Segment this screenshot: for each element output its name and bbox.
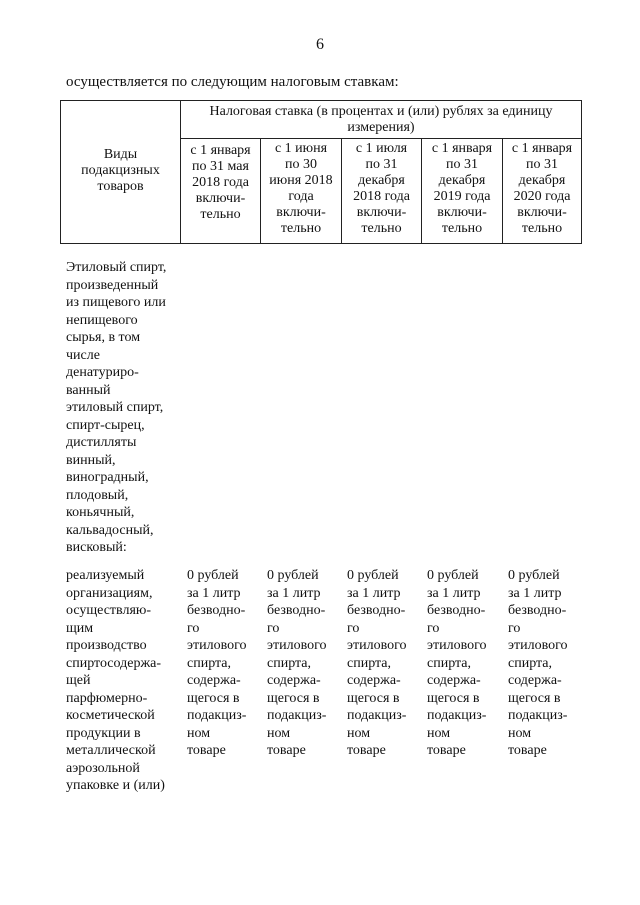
row-2-value-1: 0 рублей за 1 литр безводно- го этилового спирта, содержа- щегося в подакциз- ном товаре — [187, 568, 247, 758]
row-1-label: Этиловый спирт, произведенный из пищевого или непищевого сырья, в том числе денатуриро- ванный этиловый спирт, спирт-сырец, дистилляты винный, виноградный, плодовый, коньячный, кальвадосный, висковый: — [66, 260, 167, 555]
period-header-3 — [341, 138, 421, 244]
tax-rate-table-header — [60, 100, 582, 244]
period-header-label: с 1 июля по 31 декабря 2018 года включи- тельно — [353, 141, 410, 236]
row-2-value-4: 0 рублей за 1 литр безводно- го этилового спирта, содержа- щегося в подакциз- ном товаре — [427, 568, 487, 758]
period-header-1 — [180, 138, 260, 244]
period-header-label: с 1 января по 31 декабря 2020 года включи- тельно — [511, 141, 573, 236]
row-header-label: Виды подакцизных товаров — [81, 147, 160, 194]
period-header-2 — [260, 138, 341, 244]
period-header-4 — [421, 138, 502, 244]
row-2-label: реализуемый организациям, осуществляю- щим производство спиртосодержа- щей парфюмерно- косметической продукции в металлической аэрозольной упаковке и (или) — [66, 568, 165, 793]
row-header-cell — [60, 100, 180, 244]
row-2-value-3: 0 рублей за 1 литр безводно- го этилового спирта, содержа- щегося в подакциз- ном товаре — [347, 568, 407, 758]
col-group-header-cell — [180, 100, 582, 138]
intro-text: осуществляется по следующим налоговым ставкам: — [66, 74, 399, 90]
period-header-label: с 1 января по 31 декабря 2019 года включи- тельно — [431, 141, 493, 236]
period-header-label: с 1 января по 31 мая 2018 года включи- тельно — [190, 143, 251, 222]
row-2-value-5: 0 рублей за 1 литр безводно- го этилового спирта, содержа- щегося в подакциз- ном товаре — [508, 568, 568, 758]
page-number: 6 — [316, 36, 324, 53]
col-group-header-label: Налоговая ставка (в процентах и (или) рублях за единицу измерения) — [209, 104, 553, 135]
period-header-label: с 1 июня по 30 июня 2018 года включи- тельно — [269, 141, 333, 236]
period-header-5 — [502, 138, 582, 244]
row-2-value-2: 0 рублей за 1 литр безводно- го этилового спирта, содержа- щегося в подакциз- ном товаре — [267, 568, 327, 758]
